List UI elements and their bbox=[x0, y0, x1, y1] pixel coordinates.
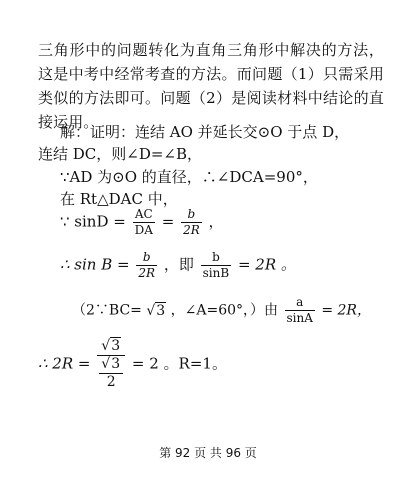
fraction-denominator: DA bbox=[134, 223, 153, 237]
radicand: 3 bbox=[111, 356, 121, 372]
fraction-b-2r bbox=[181, 207, 202, 238]
fraction-numerator bbox=[97, 338, 125, 355]
page-footer: 第 92 页 共 96 页 bbox=[159, 446, 257, 460]
fraction-denominator: sinA bbox=[286, 311, 313, 325]
sinb-equation bbox=[60, 250, 296, 281]
sqrt-three bbox=[146, 301, 166, 321]
fraction-denominator: sinB bbox=[202, 266, 230, 280]
radical-sign-icon: √ bbox=[101, 338, 111, 354]
sinb-prefix: ∴ sin B = bbox=[60, 255, 130, 274]
sinb-mid: ，即 bbox=[163, 255, 194, 274]
solution-line: 解：证明：连结 AO 并延长交⊙O 于点 D， bbox=[60, 123, 350, 141]
fraction-b-sinb bbox=[201, 250, 232, 281]
fraction-numerator bbox=[99, 356, 123, 373]
right-triangle-line: 在 Rt△DAC 中， bbox=[60, 190, 178, 208]
radical-sign-icon: √ bbox=[101, 356, 111, 372]
fraction-b-2r bbox=[136, 250, 157, 281]
sind-suffix: ， bbox=[208, 212, 224, 231]
fraction-numerator: b bbox=[187, 207, 196, 221]
fraction-numerator: b bbox=[212, 250, 220, 264]
result-tail: = 2 。R=1。 bbox=[131, 354, 227, 373]
radicand: 3 bbox=[156, 302, 166, 319]
result-equation bbox=[38, 338, 227, 391]
radicand: 3 bbox=[111, 338, 121, 354]
fraction-sqrt3-over-half-sqrt3 bbox=[97, 338, 125, 391]
fraction-a-sina bbox=[285, 295, 315, 326]
result-prefix: ∴ 2R = bbox=[38, 354, 91, 373]
fraction-denominator bbox=[97, 355, 125, 391]
given-mid: ，∠A=60°，）由 bbox=[170, 302, 279, 319]
inner-fraction bbox=[99, 356, 123, 391]
sind-equation bbox=[60, 207, 224, 238]
fraction-numerator: a bbox=[296, 295, 304, 309]
given-prefix: （2∵BC= bbox=[72, 302, 142, 319]
fraction-numerator: AC bbox=[134, 207, 153, 221]
fraction-denominator: 2 bbox=[99, 373, 123, 391]
sind-prefix: ∵ sinD = bbox=[60, 212, 126, 231]
fraction-numerator: b bbox=[142, 250, 151, 264]
radical-sign-icon: √ bbox=[146, 302, 156, 319]
connect-dc-line: 连结 DC，则∠D=∠B， bbox=[38, 145, 203, 163]
given-tail: = 2R， bbox=[321, 302, 371, 319]
intro-paragraph: 三角形中的问题转化为直角三角形中解决的方法，这是中考中经常考查的方法。而问题（1）只需采用类似的方法即可。问题（2）是阅读材料中结论的直接运用。 bbox=[38, 41, 384, 131]
diameter-line: ∵AD 为⊙O 的直径，∴∠DCA=90°， bbox=[60, 168, 318, 186]
given-equation bbox=[72, 295, 371, 326]
fraction-denominator: 2R bbox=[183, 223, 200, 237]
equals-sign: = bbox=[161, 212, 175, 231]
sinb-tail: = 2R 。 bbox=[237, 255, 296, 274]
fraction-denominator: 2R bbox=[138, 266, 156, 280]
fraction-ac-da bbox=[133, 207, 155, 238]
